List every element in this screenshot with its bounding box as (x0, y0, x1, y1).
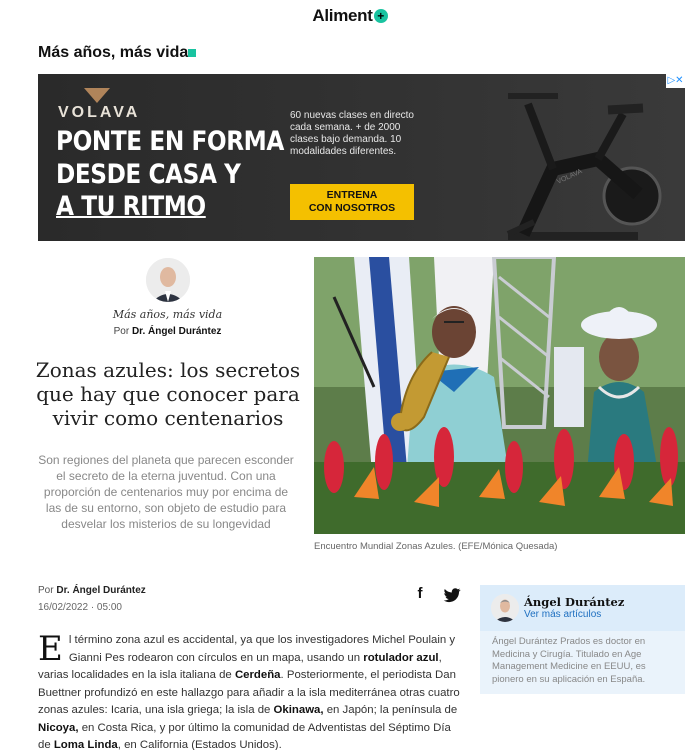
article-kicker[interactable]: Más años, más vida (112, 308, 223, 321)
body-bold: Loma Linda (53, 739, 118, 750)
body-bold: Cerdeña (234, 669, 281, 681)
author-card-avatar[interactable] (491, 594, 519, 622)
article-photo (314, 257, 685, 534)
ad-headline-2: DESDE CASA Y (56, 159, 241, 190)
author-card (480, 585, 685, 694)
drop-cap: E (38, 629, 63, 669)
body-bold: Okinawa, (273, 704, 324, 716)
ad-headline-1: PONTE EN FORMA (56, 126, 284, 157)
author-byline-top (0, 326, 335, 337)
photo-illustration (314, 257, 685, 534)
section-marker (188, 49, 196, 57)
body-text: , varias localidades en la isla italiana de (38, 651, 442, 681)
body-text: en Costa Rica, y por último la comunidad de Adventistas del Séptimo Día de (38, 721, 451, 750)
ad-cta-line-2: CON NOSOTROS (308, 202, 396, 214)
author-card-portrait (491, 594, 519, 622)
ad-body-text: 60 nuevas clases en directo cada semana. + de 2000 clases bajo demanda. 10 modalidades diferentes. (290, 110, 414, 157)
body-text: , en California (Estados Unidos). (117, 739, 282, 750)
author-name-link[interactable]: Dr. Ángel Durántez (56, 585, 146, 596)
author-card-bio: Ángel Durántez Prados es doctor en Medicina y Cirugía. Titulado en Age Management Medicine en EEUU, es pionero en su aplicación en España. (492, 636, 646, 685)
twitter-bird-icon (442, 585, 462, 605)
body-bold: rotulador azul (363, 651, 439, 664)
ad-banner[interactable] (38, 74, 685, 241)
body-text: l término zona azul es accidental, ya que los investigadores Michel Poulain y Gianni Pes rodearon con círculos en un mapa, usando un (68, 634, 456, 664)
photo-caption: Encuentro Mundial Zonas Azules. (EFE/Mónica Quesada) (314, 541, 558, 552)
ad-cta-button[interactable] (290, 184, 414, 220)
author-name-link[interactable]: Dr. Ángel Durántez (131, 326, 222, 337)
adchoices-icon[interactable]: ▷✕ (667, 75, 684, 86)
more-articles-link[interactable]: Ver más artículos (524, 609, 602, 620)
ad-brand: VOLAVA (58, 104, 141, 121)
article-body (38, 629, 460, 750)
logo-text: Aliment (312, 6, 373, 25)
site-logo[interactable] (0, 6, 700, 26)
body-bold: Nicoya, (38, 721, 79, 734)
author-card-name[interactable]: Ángel Durántez (524, 595, 625, 609)
author-portrait (146, 258, 190, 302)
article-byline (38, 585, 146, 596)
author-avatar[interactable] (146, 258, 190, 302)
facebook-icon[interactable]: f (417, 585, 423, 602)
article-headline: Zonas azules: los secretos que hay que conocer para vivir como centenarios (35, 358, 301, 430)
byline-prefix: Por (38, 585, 54, 596)
byline-prefix: Por (113, 326, 130, 337)
section-title[interactable]: Más años, más vida (38, 44, 189, 61)
ad-headline-3: A TU RITMO (56, 191, 206, 222)
publish-date: 16/02/2022 · 05:00 (38, 602, 122, 613)
logo-plus-icon: + (374, 9, 388, 23)
body-text: . Posteriormente, el periodista Dan Buettner profundizó en este hallazgo para añadir a la isla mediterránea otras cuatro zonas azules: Icaria, una isla griega; la isla de (38, 669, 460, 716)
bike-brand-label: VOLAVA (555, 168, 584, 186)
body-text: en Japón; la península de (323, 704, 458, 716)
ad-cta-line-1: ENTRENA (326, 189, 378, 201)
volava-logo-icon (84, 88, 110, 103)
twitter-icon[interactable] (442, 585, 462, 605)
article-standfirst: Son regiones del planeta que parecen esconder el secreto de la eterna juventud. Con una proporción de centenarios muy por encima de las de su entorno, son objeto de estudio para desvelar los misterios de su longevidad (38, 453, 294, 531)
